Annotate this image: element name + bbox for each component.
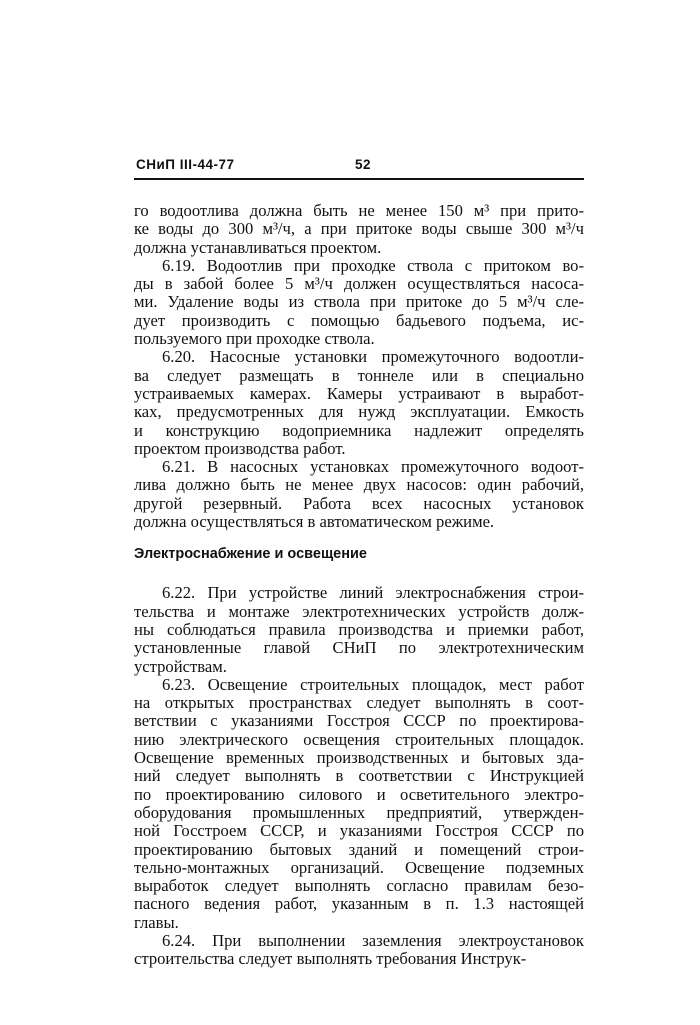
text-line: ке воды до 300 м³/ч, а при притоке воды свыше 300 м³/ч <box>134 219 584 239</box>
text-line: строительства следует выполнять требования Инструк- <box>134 949 527 969</box>
text-line: проектом производства работ. <box>134 438 346 458</box>
paragraph <box>134 202 584 257</box>
text-line: ва следует размещать в тоннеле или в специально <box>134 365 584 385</box>
text-line: другой резервный. Работа всех насосных установок <box>134 493 584 513</box>
text-line: лива должно быть не менее двух насосов: один рабочий, <box>134 475 584 495</box>
paragraph <box>134 458 584 531</box>
text-line: ках, предусмотренных для нужд эксплуатации. Емкость <box>134 402 584 422</box>
text-line: установленные главой СНиП по электротехническим <box>134 638 584 658</box>
text-line: по проектированию силового и осветительного электро- <box>134 784 584 804</box>
text-line: на открытых пространствах следует выполнять в соот- <box>134 693 584 713</box>
page-number: 52 <box>355 157 372 172</box>
text-line: нию электрического освещения строительных площадок. <box>134 729 584 749</box>
text-line: ды в забой более 5 м³/ч должен осуществляться насоса- <box>134 274 584 294</box>
text-line: пользуемого при проходке ствола. <box>134 329 375 349</box>
text-line: 6.21. В насосных установках промежуточного водоот- <box>162 457 584 477</box>
text-line: дует производить с помощью бадьевого подъема, ис- <box>134 310 584 330</box>
text-line: 6.20. Насосные установки промежуточного водоотли- <box>162 347 584 367</box>
text-line: и конструкцию водоприемника надлежит определять <box>134 420 584 440</box>
text-line: ветствии с указаниями Госстроя СССР по проектирова- <box>134 711 584 731</box>
text-line: 6.23. Освещение строительных площадок, мест работ <box>162 674 584 694</box>
text-line: ми. Удаление воды из ствола при притоке до 5 м³/ч сле- <box>134 292 584 312</box>
paragraph <box>134 676 584 932</box>
paragraphs-before <box>134 202 584 531</box>
body-text <box>134 202 584 969</box>
text-line: 6.19. Водоотлив при проходке ствола с притоком во- <box>162 255 584 275</box>
text-line: устройствам. <box>134 656 227 676</box>
paragraph <box>134 257 584 348</box>
text-line: ны соблюдаться правила производства и приемки работ, <box>134 619 584 639</box>
page-header <box>134 153 584 177</box>
text-line: оборудования промышленных предприятий, утвержден- <box>134 802 584 822</box>
section-heading: Электроснабжение и освещение <box>134 546 367 563</box>
text-line: 6.24. При выполнении заземления электроустановок <box>162 930 584 950</box>
paragraph <box>134 348 584 458</box>
text-line: должна устанавливаться проектом. <box>134 237 382 257</box>
header-rule <box>134 178 584 180</box>
document-code: СНиП III-44-77 <box>136 157 235 172</box>
text-line: должна осуществляться в автоматическом режиме. <box>134 512 495 532</box>
text-line: 6.22. При устройстве линий электроснабжения строи- <box>162 583 584 603</box>
text-line: главы. <box>134 912 179 932</box>
text-line: тельно-монтажных организаций. Освещение подземных <box>134 857 584 877</box>
paragraphs-after <box>134 584 584 968</box>
document-page <box>134 153 584 969</box>
text-line: ний следует выполнять в соответствии с Инструкцией <box>134 766 584 786</box>
text-line: устраиваемых камерах. Камеры устраивают в выработ- <box>134 383 584 403</box>
text-line: выработок следует выполнять согласно правилам безо- <box>134 876 584 896</box>
text-line: тельства и монтаже электротехнических устройств долж- <box>134 601 584 621</box>
text-line: го водоотлива должна быть не менее 150 м³ при прито- <box>134 201 584 220</box>
paragraph <box>134 932 584 969</box>
text-line: проектированию бытовых зданий и помещений строи- <box>134 839 584 859</box>
paragraph <box>134 584 584 675</box>
text-line: ной Госстроем СССР, и указаниями Госстроя СССР по <box>134 821 584 841</box>
text-line: пасного ведения работ, указанным в п. 1.3 настоящей <box>134 894 584 914</box>
text-line: Освещение временных производственных и бытовых зда- <box>134 748 584 768</box>
